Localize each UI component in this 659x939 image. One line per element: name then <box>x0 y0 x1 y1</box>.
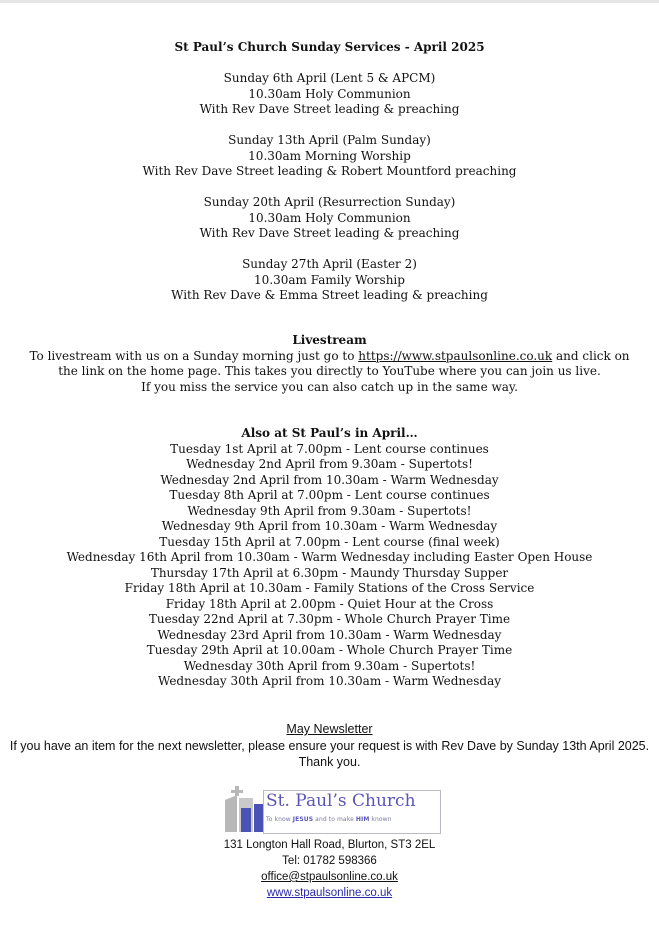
livestream-line2: the link on the home page. This takes you directly to YouTube where you can join us live. <box>58 364 601 378</box>
tagline-text: known <box>369 816 392 823</box>
livestream-line3: If you miss the service you can also catch up in the same way. <box>141 379 518 394</box>
also-heading: Also at St Paul’s in April… <box>241 426 418 440</box>
event-item: Wednesday 2nd April from 10.30am - Warm Wednesday <box>160 472 499 487</box>
service-time: 10.30am Morning Worship <box>248 148 411 163</box>
tagline-emphasis: JESUS <box>292 816 314 823</box>
newsletter-heading: May Newsletter <box>286 722 373 736</box>
service-time: 10.30am Family Worship <box>254 272 405 287</box>
livestream-line1 <box>0 349 659 365</box>
services-title: St Paul’s Church Sunday Services - April 2025 <box>174 40 485 54</box>
event-item: Wednesday 9th April from 9.30am - Supertots! <box>187 503 472 518</box>
event-item: Tuesday 22nd April at 7.30pm - Whole Church Prayer Time <box>148 612 511 626</box>
event-item: Tuesday 29th April at 10.00am - Whole Church Prayer Time <box>146 643 513 657</box>
also-section <box>0 426 659 690</box>
service-item <box>0 71 659 118</box>
livestream-heading: Livestream <box>292 333 367 347</box>
livestream-text: To livestream with us on a Sunday morning just go to <box>29 348 359 363</box>
event-item: Wednesday 9th April from 10.30am - Warm Wednesday <box>161 519 498 533</box>
newsletter-thanks: Thank you. <box>298 755 361 769</box>
event-item: Wednesday 30th April from 10.30am - Warm Wednesday <box>157 674 502 688</box>
service-leader: With Rev Dave Street leading & Robert Mountford preaching <box>142 164 517 178</box>
tagline-text: To know <box>266 816 293 823</box>
event-item: Thursday 17th April at 6.30pm - Maundy Thursday Supper <box>150 565 509 580</box>
logo-tagline <box>266 816 392 823</box>
event-item: Tuesday 1st April at 7.00pm - Lent course continues <box>170 441 489 456</box>
service-date: Sunday 6th April (Lent 5 & APCM) <box>223 71 436 85</box>
website-link[interactable]: www.stpaulsonline.co.uk <box>266 887 393 899</box>
service-date: Sunday 20th April (Resurrection Sunday) <box>203 195 456 209</box>
church-logo <box>223 786 441 834</box>
logo-title: St. Paul’s Church <box>266 791 416 811</box>
event-item: Wednesday 23rd April from 10.30am - Warm Wednesday <box>157 627 502 642</box>
event-item: Wednesday 2nd April from 9.30am - Supertots! <box>186 457 473 471</box>
service-date: Sunday 13th April (Palm Sunday) <box>228 133 431 147</box>
event-item: Wednesday 30th April from 9.30am - Supertots! <box>183 658 476 673</box>
telephone: Tel: 01782 598366 <box>282 855 377 867</box>
tagline-emphasis: HIM <box>355 816 370 823</box>
event-item: Tuesday 8th April at 7.00pm - Lent course continues <box>169 488 490 502</box>
services-section <box>0 40 659 56</box>
service-date: Sunday 27th April (Easter 2) <box>242 257 417 271</box>
service-time: 10.30am Holy Communion <box>248 210 411 225</box>
livestream-section <box>0 333 659 395</box>
tagline-text: and to make <box>313 816 356 823</box>
event-item: Friday 18th April at 2.00pm - Quiet Hour at the Cross <box>165 596 494 611</box>
event-item: Friday 18th April at 10.30am - Family Stations of the Cross Service <box>124 581 535 595</box>
livestream-text: and click on <box>552 348 630 363</box>
contact-section <box>0 837 659 901</box>
service-item <box>0 133 659 180</box>
newsletter-text: If you have an item for the next newsletter, please ensure your request is with Rev Dave by Sunday 13th April 2025. <box>9 738 650 753</box>
service-leader: With Rev Dave Street leading & preaching <box>199 102 460 116</box>
event-item: Wednesday 16th April from 10.30am - Warm Wednesday including Easter Open House <box>66 550 593 564</box>
service-leader: With Rev Dave & Emma Street leading & preaching <box>171 288 488 302</box>
service-leader: With Rev Dave Street leading & preaching <box>199 226 460 240</box>
service-time: 10.30am Holy Communion <box>248 86 411 101</box>
address: 131 Longton Hall Road, Blurton, ST3 2EL <box>223 839 436 851</box>
service-item <box>0 257 659 304</box>
livestream-link[interactable]: https://www.stpaulsonline.co.uk <box>358 348 553 363</box>
service-item <box>0 195 659 242</box>
top-border <box>0 0 659 3</box>
newsletter-section <box>0 721 659 771</box>
church-building-icon <box>223 786 267 834</box>
event-item: Tuesday 15th April at 7.00pm - Lent course (final week) <box>159 534 500 549</box>
email-link[interactable]: office@stpaulsonline.co.uk <box>261 871 398 883</box>
